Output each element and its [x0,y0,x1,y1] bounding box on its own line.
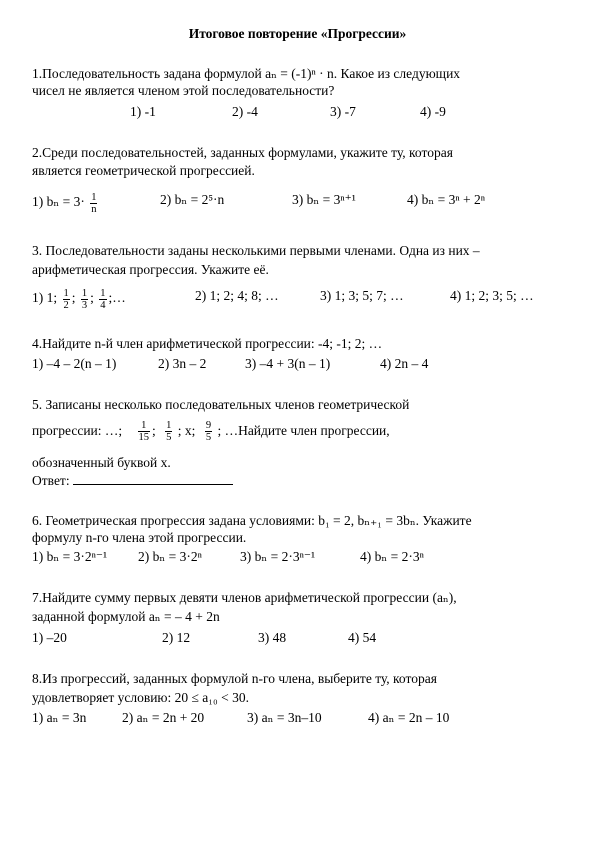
fraction-numerator: 1 [81,288,88,299]
q3-option-2: 2) 1; 2; 4; 8; … [195,288,279,303]
q6-text-line1: 6. Геометрическая прогрессия задана условиями: b₁ = 2, bₙ₊₁ = 3bₙ. Укажите [32,513,472,528]
q5-text-line1: 5. Записаны несколько последовательных членов геометрической [32,397,410,412]
q8-option-3: 3) aₙ = 3n–10 [247,710,322,725]
q3-option-4: 4) 1; 2; 3; 5; … [450,288,534,303]
answer-blank-line[interactable] [73,472,233,485]
q8-option-4: 4) aₙ = 2n – 10 [368,710,450,725]
fraction-denominator: 4 [100,300,106,311]
q5-fraction-2 [165,420,172,443]
q1-text-line1: 1.Последовательность задана формулой aₙ = (-1)ⁿ · n. Какое из следующих [32,66,461,81]
q8-text-line2: удовлетворяет условию: 20 ≤ a₁₀ < 30. [32,690,249,705]
fraction-numerator: 1 [166,420,172,431]
q6-option-1: 1) bₙ = 3·2ⁿ⁻¹ [32,549,107,564]
fraction-numerator: 1 [63,288,69,299]
q1-text-line2: чисел не является членом этой последовательности? [32,83,335,98]
q7-option-1: 1) –20 [32,630,67,645]
q3-text-line1: 3. Последовательности заданы несколькими первыми членами. Одна из них – [32,243,480,258]
fraction-numerator: 1 [91,192,97,203]
fraction-numerator: 1 [100,288,106,299]
q2-option-2: 2) bₙ = 2⁵·n [160,192,225,207]
fraction-denominator: 3 [81,300,88,311]
q5-line2-mid: ; x; [177,423,196,438]
q7-option-3: 3) 48 [258,630,287,645]
q5-line2-prefix: прогрессии: …; [32,423,123,438]
q2-option-3: 3) bₙ = 3ⁿ⁺¹ [292,192,356,207]
q2-text-line2: является геометрической прогрессией. [32,163,255,178]
q5-line2-suffix: ; …Найдите член прогрессии, [217,423,390,438]
q7-option-2: 2) 12 [162,630,191,645]
q3-options [0,282,595,312]
q1-option-3: 3) -7 [330,104,356,119]
q3-fraction-1 [63,288,70,311]
q1-option-4: 4) -9 [420,104,446,119]
fraction-numerator: 9 [205,420,212,431]
q3-text-line2: арифметическая прогрессия. Укажите её. [32,262,269,277]
q4-option-2: 2) 3n – 2 [158,356,207,371]
q1-option-1: 1) -1 [130,104,156,119]
q4-text-line1: 4.Найдите n-й член арифметической прогрессии: -4; -1; 2; … [32,336,383,351]
fraction-numerator: 1 [141,420,147,431]
q4-option-3: 3) –4 + 3(n – 1) [245,356,331,371]
fraction-denominator: n [91,204,97,215]
fraction-denominator: 15 [138,432,150,443]
fraction-denominator: 2 [63,300,69,311]
q3-option-1: 1) 1; $\frac{1}{2}$ ; $\frac{1}{3}$ ; $\frac{1}{4}$ ;… [32,288,126,311]
q2-option-1-fraction [90,192,97,215]
q8-option-2: 2) aₙ = 2n + 20 [122,710,205,725]
q7-text-line1: 7.Найдите сумму первых девяти членов арифметической прогрессии (aₙ), [32,590,457,605]
q2-text-line1: 2.Среди последовательностей, заданных формулами, укажите ту, которая [32,145,453,160]
q5-fraction-3 [205,420,212,443]
q5-text-line2: прогрессии: …; $\frac{1}{15}$ ; $\frac{1}{5}$ ; x; $\frac{9}{5}$ ; …Найдите член прогрессии, [32,420,390,443]
q3-option-3: 3) 1; 3; 5; 7; … [320,288,404,303]
q3-fraction-3 [99,288,106,311]
q3-fraction-2 [81,288,88,311]
q4-option-4: 4) 2n – 4 [380,356,429,371]
q6-option-2: 2) bₙ = 3·2ⁿ [138,549,202,564]
q2-options [0,186,595,214]
q7-text-line2: заданной формулой aₙ = – 4 + 2n [32,609,220,624]
q8-text-line1: 8.Из прогрессий, заданных формулой n-го члена, выберите ту, которая [32,671,437,686]
fraction-denominator: 5 [166,432,172,443]
q5-text-line3: обозначенный буквой x. [32,455,171,470]
q2-option-1 [32,192,99,215]
q4-option-1: 1) –4 – 2(n – 1) [32,356,117,371]
q2-option-1-prefix: 1) bₙ = 3· [32,194,85,209]
q6-option-3: 3) bₙ = 2·3ⁿ⁻¹ [240,549,315,564]
q1-option-2: 2) -4 [232,104,258,119]
q5-fraction-1 [138,420,151,443]
q6-text-line2: формулу n-го члена этой прогрессии. [32,530,247,545]
fraction-denominator: 5 [205,432,212,443]
q8-option-1: 1) aₙ = 3n [32,710,87,725]
q5-answer-row [32,472,233,489]
q3-option-1-suffix: ;… [108,290,126,305]
answer-label: Ответ: [32,473,70,488]
q2-option-4: 4) bₙ = 3ⁿ + 2ⁿ [407,192,485,207]
page-title: Итоговое повторение «Прогрессии» [188,26,407,41]
q3-option-1-prefix: 1) 1; [32,290,58,305]
q6-option-4: 4) bₙ = 2·3ⁿ [360,549,424,564]
q7-option-4: 4) 54 [348,630,377,645]
